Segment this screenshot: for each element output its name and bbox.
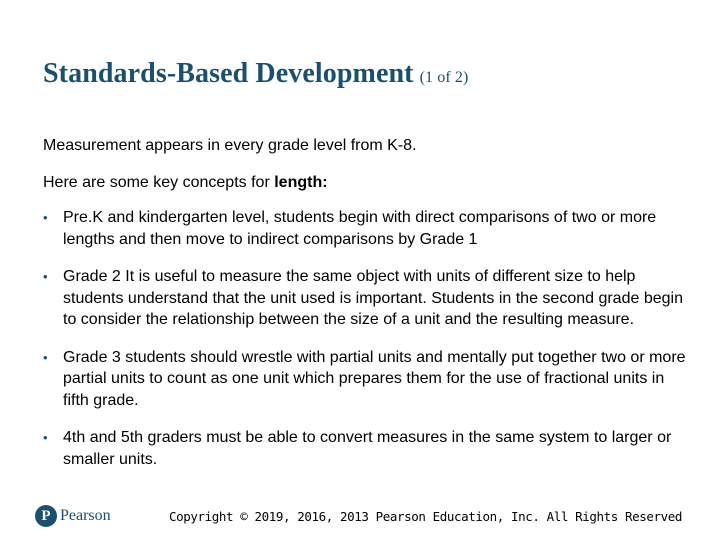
slide-title	[43, 58, 468, 90]
pearson-wordmark: Pearson	[60, 507, 111, 524]
intro-text: Measurement appears in every grade level from K-8.	[43, 137, 417, 154]
concepts-bold: length:	[274, 174, 328, 191]
bullet-text: Grade 2 It is useful to measure the same object with units of different size to help students understand that the unit used is important. Students in the second grade begin to consider the relationship between the size of a unit and the resulting measure.	[63, 268, 683, 328]
pearson-logo	[35, 505, 111, 527]
concepts-line	[43, 173, 328, 193]
bullet-item	[43, 427, 693, 470]
concepts-prefix: Here are some key concepts for	[43, 174, 275, 191]
bullet-dot-icon: •	[43, 430, 48, 445]
bullet-item	[43, 266, 693, 331]
pearson-logo-icon: P	[35, 505, 57, 527]
title-text: Standards-Based Development	[43, 58, 414, 89]
bullet-dot-icon: •	[43, 210, 48, 225]
bullet-text: 4th and 5th graders must be able to convert measures in the same system to larger or smaller units.	[63, 429, 672, 468]
bullet-list	[43, 207, 693, 486]
title-page-indicator: (1 of 2)	[419, 69, 469, 86]
copyright-notice: Copyright © 2019, 2016, 2013 Pearson Education, Inc. All Rights Reserved	[168, 509, 682, 524]
bullet-dot-icon: •	[43, 349, 48, 365]
bullet-dot-icon: •	[43, 269, 48, 284]
bullet-item	[43, 347, 693, 412]
bullet-text: Pre.K and kindergarten level, students begin with direct comparisons of two or more lengths and then move to indirect comparisons by Grade 1	[63, 209, 657, 248]
bullet-text: Grade 3 students should wrestle with partial units and mentally put together two or more partial units to count as one unit which prepares them for the use of fractional units in fifth grade.	[63, 348, 686, 409]
bullet-item	[43, 207, 693, 250]
